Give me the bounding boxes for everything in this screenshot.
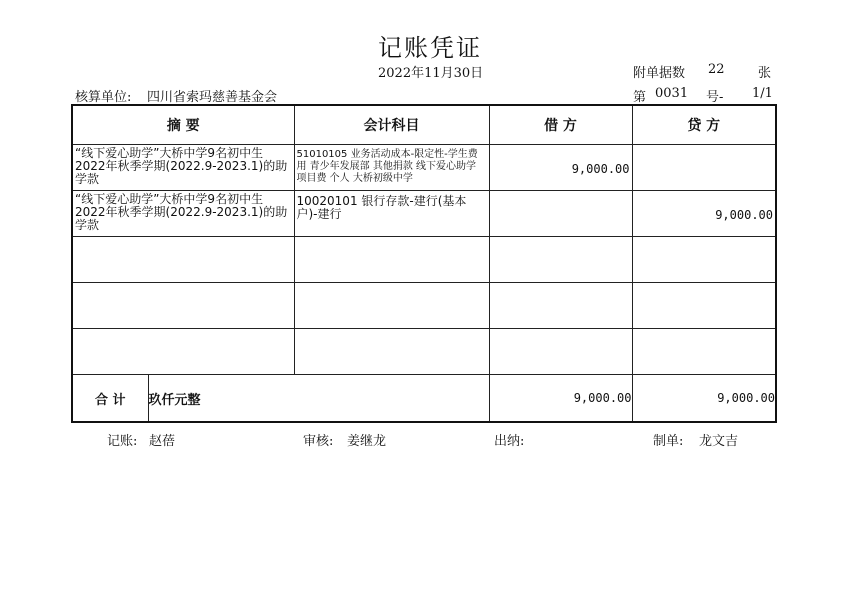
empty-row (72, 237, 776, 283)
row-account: 10020101 银行存款-建行(基本户)-建行 (296, 194, 467, 221)
empty-row (72, 283, 776, 329)
bookkeeper-label: 记账: (107, 434, 138, 449)
header-row (72, 105, 776, 145)
attachments-label: 附单据数 (633, 66, 686, 81)
voucher-title: 记账凭证 (378, 34, 482, 62)
voucher-prefix: 第 (633, 90, 647, 105)
row-debit: 9,000.00 (571, 162, 630, 176)
cashier-label: 出纳: (494, 434, 525, 449)
voucher-date: 2022年11月30日 (378, 66, 484, 81)
header-debit: 借 方 (489, 105, 632, 145)
row-credit: 9,000.00 (715, 208, 773, 222)
total-label: 合 计 (72, 375, 148, 423)
voucher-table (71, 104, 777, 423)
total-words: 玖仟元整 (148, 375, 489, 423)
voucher-number: 0031 (655, 86, 689, 101)
reviewer-name: 姜继龙 (347, 434, 387, 449)
reviewer-label: 审核: (303, 434, 334, 449)
attachments-count: 22 (708, 62, 725, 77)
total-row (72, 375, 776, 423)
page-indicator: 1/1 (752, 86, 773, 101)
header-credit: 贷 方 (632, 105, 776, 145)
unit-name: 四川省索玛慈善基金会 (147, 90, 278, 105)
total-debit: 9,000.00 (489, 375, 632, 423)
total-credit: 9,000.00 (632, 375, 776, 423)
row-summary: “线下爱心助学”大桥中学9名初中生2022年秋季学期(2022.9-2023.1)的助学款 (75, 146, 288, 186)
preparer-label: 制单: (653, 434, 684, 449)
row-account: 51010105 业务活动成本-限定性-学生费用 青少年发展部 其他捐款 线下爱心助学 项目费 个人 大桥初级中学 (296, 149, 478, 184)
header-summary: 摘 要 (72, 105, 294, 145)
row-summary: “线下爱心助学”大桥中学9名初中生2022年秋季学期(2022.9-2023.1)的助学款 (75, 192, 288, 232)
table-row (72, 145, 776, 191)
bookkeeper-name: 赵蓓 (149, 434, 176, 449)
attachments-unit: 张 (758, 66, 772, 81)
row-credit (633, 145, 776, 162)
empty-row (72, 329, 776, 375)
header-account: 会计科目 (294, 105, 489, 145)
row-debit (490, 191, 632, 208)
preparer-name: 龙文吉 (699, 434, 739, 449)
voucher-suffix: 号- (706, 90, 724, 105)
unit-label: 核算单位: (75, 90, 132, 105)
table-row (72, 191, 776, 237)
